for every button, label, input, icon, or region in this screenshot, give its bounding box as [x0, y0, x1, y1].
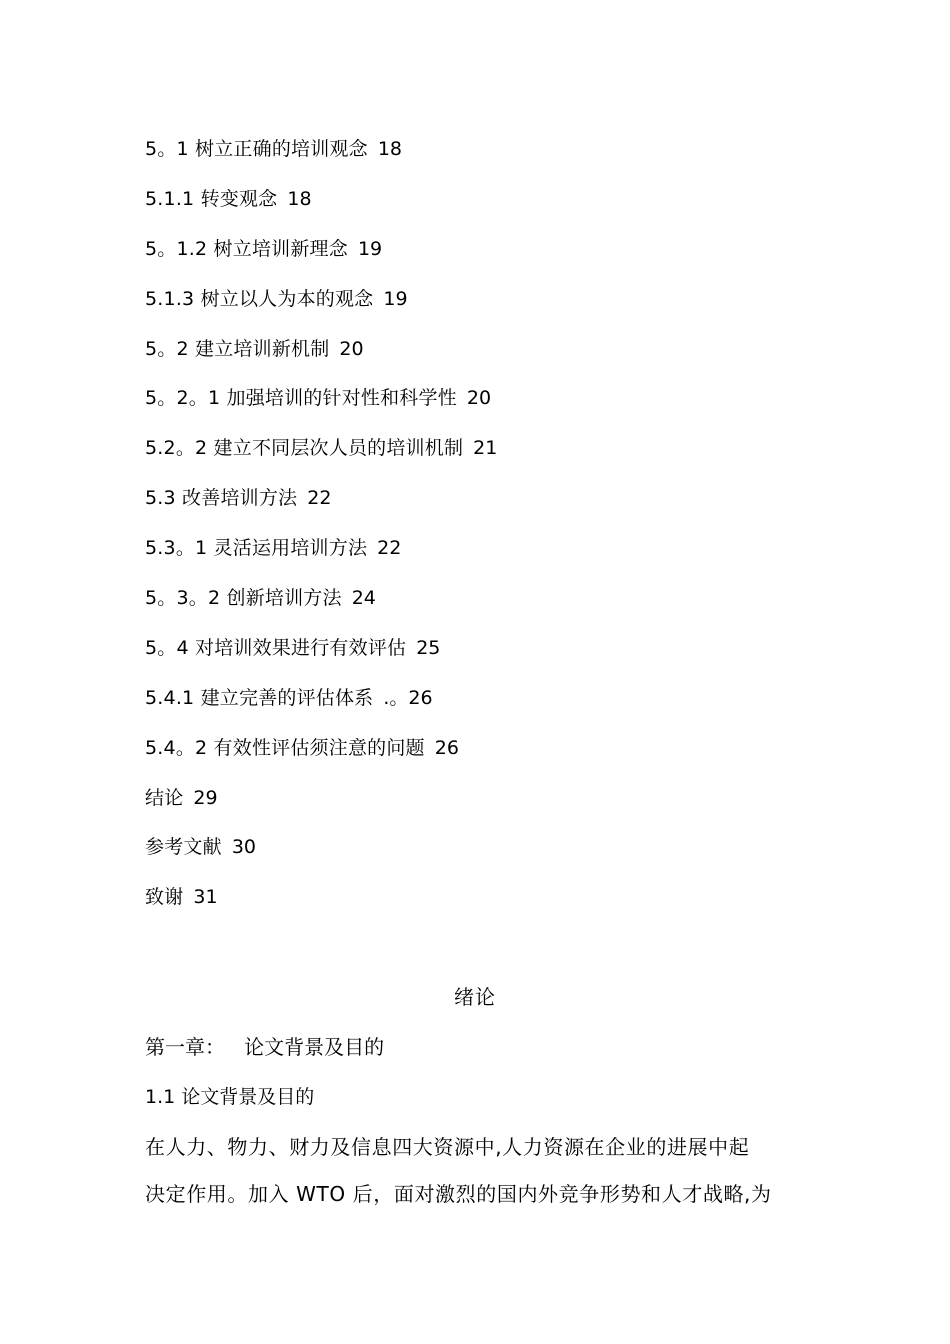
- toc-entry-title: 致谢: [145, 886, 184, 909]
- paragraph-line: 在人力、物力、财力及信息四大资源中,人力资源在企业的进展中起: [145, 1135, 750, 1159]
- toc-entry-title: 结论: [145, 786, 184, 809]
- toc-entry-title: 5.1.3 树立以人为本的观念: [145, 287, 374, 310]
- toc-entry[interactable]: [145, 231, 845, 281]
- toc-entry-page: 25: [416, 636, 441, 659]
- toc-entry-title: 5.2。2 建立不同层次人员的培训机制: [145, 437, 464, 460]
- toc-entry-page: 30: [231, 836, 256, 859]
- toc-entry-page: 22: [377, 537, 402, 560]
- toc-entry[interactable]: [145, 580, 845, 630]
- toc-entry-page: 31: [193, 886, 218, 909]
- toc-entry-page: 18: [377, 138, 403, 160]
- body-paragraph: [145, 1124, 815, 1218]
- toc-entry[interactable]: [145, 630, 845, 680]
- toc-entry[interactable]: [145, 780, 845, 830]
- toc-entry-title: 参考文献: [145, 836, 222, 859]
- toc-entry-title: 5.1.1 转变观念: [145, 187, 278, 210]
- subsection-heading: 1.1 论文背景及目的: [145, 1086, 315, 1108]
- toc-entry-title: 5.4.1 建立完善的评估体系: [145, 686, 374, 709]
- toc-entry-page: 18: [287, 187, 312, 210]
- toc-entry-page: 19: [357, 237, 383, 260]
- toc-entry-page: 24: [351, 587, 376, 610]
- toc-entry[interactable]: [145, 131, 845, 181]
- toc-entry-page: .。26: [383, 686, 433, 709]
- paragraph-line: 决定作用。加入 WTO 后，面对激烈的国内外竞争形势和人才战略,为: [145, 1182, 772, 1206]
- section-title: 绪论: [454, 985, 496, 1009]
- table-of-contents: [145, 131, 845, 929]
- toc-entry[interactable]: [145, 879, 845, 929]
- toc-entry[interactable]: [145, 331, 845, 381]
- toc-entry-title: 5。1.2 树立培训新理念: [145, 237, 348, 260]
- toc-entry-page: 21: [473, 437, 498, 460]
- toc-entry-title: 5。1 树立正确的培训观念: [145, 138, 368, 160]
- toc-entry-page: 20: [339, 337, 364, 360]
- toc-entry-page: 29: [193, 786, 218, 809]
- toc-entry-title: 5.3 改善培训方法: [145, 487, 298, 510]
- toc-entry[interactable]: [145, 829, 845, 879]
- toc-entry-title: 5。3。2 创新培训方法: [145, 587, 342, 610]
- toc-entry-page: 22: [307, 487, 332, 510]
- toc-entry[interactable]: [145, 181, 845, 231]
- toc-entry[interactable]: [145, 680, 845, 730]
- toc-entry-page: 19: [383, 287, 408, 310]
- toc-entry[interactable]: [145, 730, 845, 780]
- toc-entry-title: 5。2 建立培训新机制: [145, 337, 330, 360]
- toc-entry-title: 5.3。1 灵活运用培训方法: [145, 537, 368, 560]
- toc-entry[interactable]: [145, 530, 845, 580]
- toc-entry-title: 5。4 对培训效果进行有效评估: [145, 636, 407, 659]
- toc-entry[interactable]: [145, 380, 845, 430]
- toc-entry-page: 26: [434, 736, 459, 759]
- toc-entry-title: 5。2。1 加强培训的针对性和科学性: [145, 387, 457, 410]
- toc-entry[interactable]: [145, 281, 845, 331]
- toc-entry-page: 20: [466, 387, 492, 410]
- toc-entry[interactable]: [145, 480, 845, 530]
- chapter-heading: 第一章： 论文背景及目的: [145, 1035, 385, 1059]
- toc-entry[interactable]: [145, 430, 845, 480]
- toc-entry-title: 5.4。2 有效性评估须注意的问题: [145, 736, 425, 759]
